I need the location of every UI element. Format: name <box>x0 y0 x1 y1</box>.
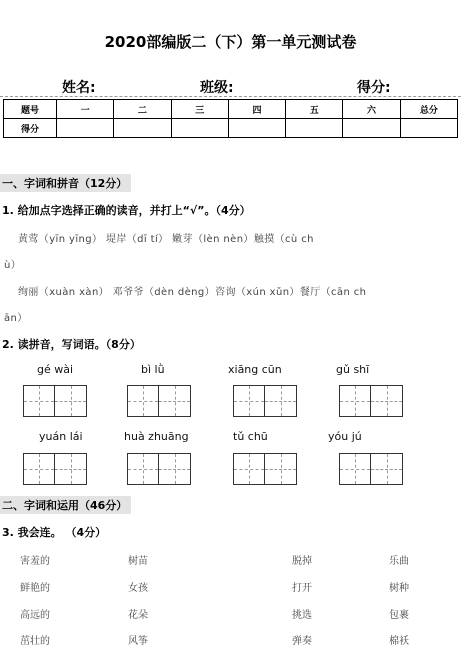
score-row-label: 得分 <box>4 119 57 138</box>
match-word[interactable]: 乐曲 <box>389 556 409 567</box>
score-col-header: 四 <box>228 100 285 119</box>
match-word[interactable]: 包裹 <box>389 610 409 621</box>
writing-box[interactable] <box>339 385 403 417</box>
pinyin-prompt: tǔ chū <box>233 430 268 443</box>
score-cell[interactable] <box>171 119 228 138</box>
score-col-header: 三 <box>171 100 228 119</box>
score-col-header: 一 <box>57 100 114 119</box>
writing-box[interactable] <box>23 453 87 485</box>
match-word[interactable]: 树苗 <box>128 556 148 567</box>
score-cell[interactable] <box>400 119 457 138</box>
score-label: 得分: <box>357 80 391 96</box>
score-cell[interactable] <box>343 119 400 138</box>
pinyin-prompt: gǔ shī <box>336 363 370 376</box>
score-col-header: 总分 <box>400 100 457 119</box>
page-title: 2020部编版二（下）第一单元测试卷 <box>104 33 357 51</box>
match-word[interactable]: 棉袄 <box>389 636 409 647</box>
score-table-score-row <box>4 119 458 138</box>
writing-box[interactable] <box>233 453 297 485</box>
section-2-title: 二、字词和运用（46分） <box>0 496 131 514</box>
question-2-title: 2. 读拼音，写词语。（8分） <box>2 338 141 351</box>
question-1-line: ù） <box>4 260 22 271</box>
score-cell[interactable] <box>286 119 343 138</box>
name-label: 姓名: <box>62 80 96 96</box>
match-word[interactable]: 高远的 <box>20 610 50 621</box>
score-col-header: 二 <box>114 100 171 119</box>
score-cell[interactable] <box>57 119 114 138</box>
writing-box[interactable] <box>127 385 191 417</box>
pinyin-prompt: yuán lái <box>39 430 83 443</box>
match-word[interactable]: 弹奏 <box>292 636 312 647</box>
question-3-title: 3. 我会连。 （4分） <box>2 526 107 539</box>
match-word[interactable]: 茁壮的 <box>20 636 50 647</box>
score-cell[interactable] <box>114 119 171 138</box>
match-word[interactable]: 女孩 <box>128 583 148 594</box>
score-cell[interactable] <box>228 119 285 138</box>
section-1-title: 一、字词和拼音（12分） <box>0 174 131 192</box>
pinyin-prompt: bì lǜ <box>141 363 165 376</box>
match-word[interactable]: 挑选 <box>292 610 312 621</box>
pinyin-prompt: xiāng cūn <box>228 363 282 376</box>
question-1-title: 1. 给加点字选择正确的读音，并打上“√”。（4分） <box>2 204 251 217</box>
question-1-line: ān） <box>4 313 28 324</box>
score-table <box>3 99 458 138</box>
writing-box[interactable] <box>233 385 297 417</box>
header-divider <box>0 96 461 97</box>
match-word[interactable]: 风筝 <box>128 636 148 647</box>
match-word[interactable]: 花朵 <box>128 610 148 621</box>
pinyin-prompt: gé wài <box>37 363 74 376</box>
class-label: 班级: <box>200 80 234 96</box>
score-col-header: 题号 <box>4 100 57 119</box>
match-word[interactable]: 树种 <box>389 583 409 594</box>
score-table-header-row <box>4 100 458 119</box>
question-1-line: 绚丽（xuàn xàn） 邓爷爷（dèn dèng）咨询（xún xǔn）餐厅（cān ch <box>18 287 367 298</box>
writing-box[interactable] <box>127 453 191 485</box>
question-1-line: 黄莺（yīn yīng） 堤岸（dī tí） 嫩芽（lèn nèn）触摸（cù ch <box>18 234 314 245</box>
pinyin-prompt: huà zhuāng <box>124 430 189 443</box>
match-word[interactable]: 打开 <box>292 583 312 594</box>
score-col-header: 六 <box>343 100 400 119</box>
match-word[interactable]: 鲜艳的 <box>20 583 50 594</box>
score-col-header: 五 <box>286 100 343 119</box>
writing-box[interactable] <box>339 453 403 485</box>
pinyin-prompt: yóu jú <box>328 430 362 443</box>
writing-box[interactable] <box>23 385 87 417</box>
match-word[interactable]: 脱掉 <box>292 556 312 567</box>
match-word[interactable]: 害羞的 <box>20 556 50 567</box>
